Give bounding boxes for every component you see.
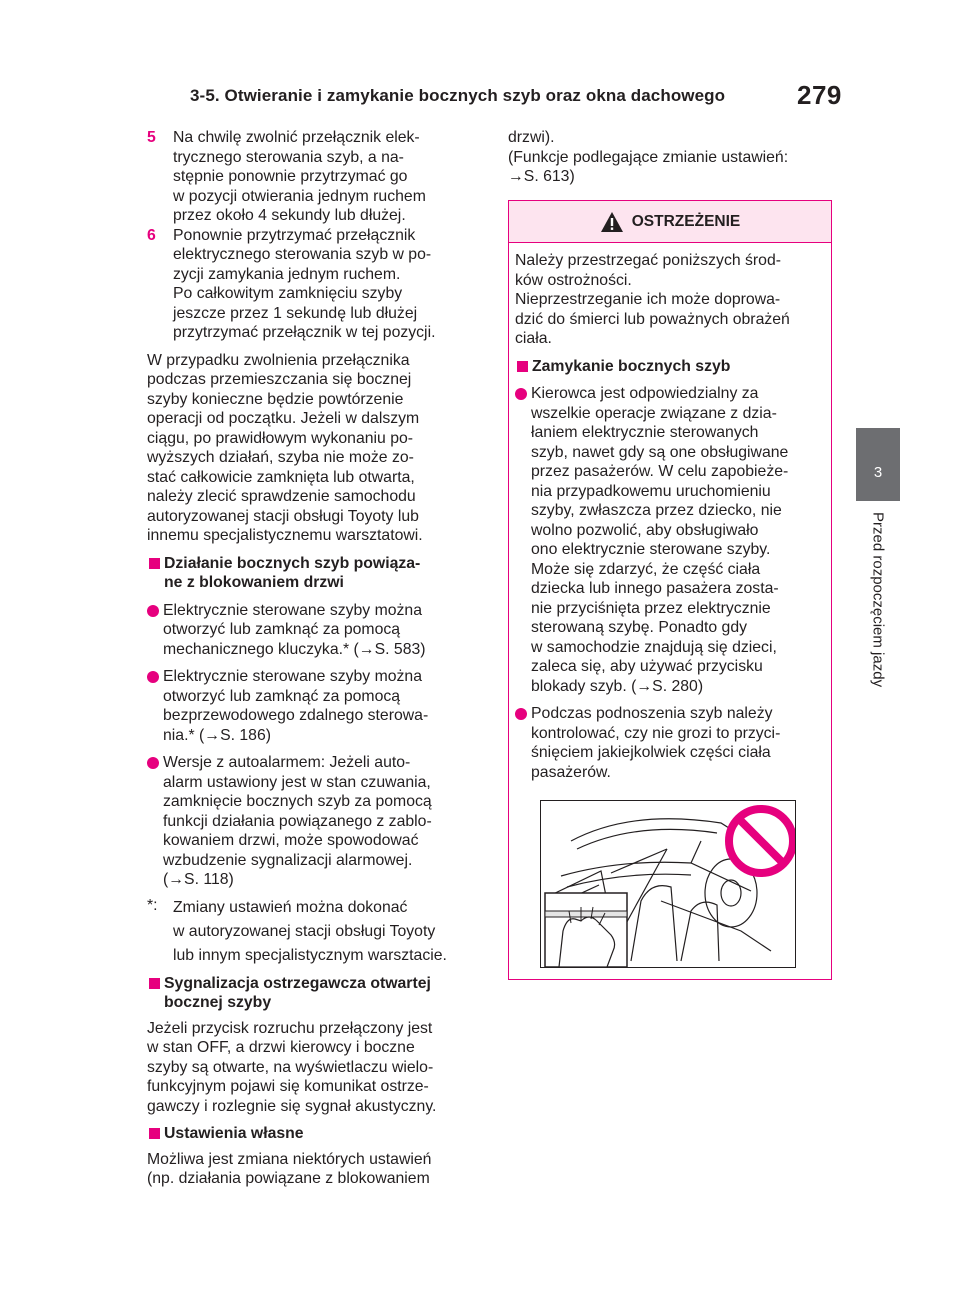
- text-line: mechanicznego kluczyka.* (→S. 583): [163, 640, 426, 658]
- text-line: szyby konieczne będzie powtórzenie: [147, 390, 404, 408]
- chapter-side-label: [860, 512, 896, 732]
- chapter-label-text: Przed rozpoczęciem jazdy: [869, 512, 887, 688]
- text-line: funkcyjnym pojawi się komunikat ostrze-: [147, 1078, 429, 1095]
- text-line: (Funkcje podlegające zmianie ustawień:: [508, 148, 789, 166]
- text-line: gawczy i rozlegnie się sygnał akustyczny.: [147, 1097, 437, 1115]
- text-line: podczas przemieszczania się bocznej: [147, 371, 412, 388]
- text-line: w pozycji otwierania jednym ruchem: [173, 187, 426, 205]
- text-line: kontrolować, czy nie grozi to przyci-: [531, 724, 781, 742]
- text-line: Podczas podnoszenia szyb należy: [531, 705, 773, 722]
- bullet-text: [163, 753, 432, 890]
- square-bullet-icon: [517, 361, 528, 372]
- round-bullet-icon: [515, 708, 527, 720]
- text-line: zycji zamykania jednym ruchem.: [173, 265, 401, 283]
- text-line: funkcji działania powiązanego z zablo-: [163, 812, 432, 830]
- text-line: łaniem elektrycznie sterowanych: [531, 424, 759, 441]
- text-line: nie przyciśnięta przez elektrycznie: [531, 599, 771, 617]
- bullet-text: [531, 704, 780, 782]
- text-line: jeszcze przez 1 sekundę lub dłużej: [173, 304, 418, 322]
- text-line: w samochodzie znajdują się dzieci,: [531, 638, 777, 656]
- square-bullet-icon: [149, 978, 160, 989]
- text-line: kowaniem drzwi, może spowodować: [163, 832, 419, 849]
- text-line: (np. działania powiązane z blokowaniem: [147, 1170, 430, 1187]
- text-line: operacji od początku. Jeżeli w dalszym: [147, 410, 420, 427]
- round-bullet-icon: [147, 605, 159, 617]
- text-line: alarm ustawiony jest w stan czuwania,: [163, 773, 431, 791]
- heading-text: [164, 554, 420, 593]
- step-6: [147, 226, 477, 343]
- text-line: szyby, zwłaszcza przez dziecko, nie: [531, 502, 782, 519]
- warning-bullet-driver-responsible: [515, 384, 825, 696]
- bullet-text: [531, 384, 788, 696]
- footnote-mark: *:: [147, 896, 158, 914]
- left-column: [147, 128, 477, 1189]
- warning-triangle-icon: [600, 211, 624, 233]
- text-line: pasażerów.: [531, 763, 611, 781]
- bullet-remote-control: [147, 667, 477, 745]
- text-line: ciała.: [515, 330, 552, 347]
- text-line: bocznej szyby: [164, 994, 272, 1011]
- heading-text: [164, 1124, 304, 1144]
- text-line: w autoryzowanej stacji obsługi Toyoty: [173, 922, 436, 940]
- warning-intro: [515, 251, 825, 349]
- page-header-title: 3-5. Otwieranie i zamykanie bocznych szyb oraz okna dachowego: [190, 86, 726, 105]
- text-line: zamknięcie bocznych szyb za pomocą: [163, 793, 432, 810]
- text-line: wyższych działań, szyba nie może zo-: [147, 449, 414, 466]
- warning-header: [509, 201, 831, 243]
- text-line: wszelkie operacje związane z dzia-: [531, 404, 777, 422]
- text-line: W przypadku zwolnienia przełącznika: [147, 351, 410, 369]
- text-line: śnięciem jakiejkolwiek części ciała: [531, 744, 771, 761]
- text-line: ków ostrożności.: [515, 271, 632, 289]
- text-line: szyby są otwarte, na wyświetlaczu wielo-: [147, 1058, 434, 1076]
- text-line: wzbudzenie sygnalizacji alarmowej.: [163, 851, 413, 869]
- text-line: (→S. 118): [163, 871, 234, 888]
- round-bullet-icon: [147, 671, 159, 683]
- text-line: Elektrycznie sterowane szyby można: [163, 668, 422, 685]
- text-line: bezprzewodowego zdalnego sterowa-: [163, 707, 429, 724]
- warning-bullet-check-pinching: [515, 704, 825, 782]
- text-line: ne z blokowaniem drzwi: [164, 574, 344, 591]
- section-heading-open-window-warning: [147, 974, 477, 1013]
- warning-title: OSTRZEŻENIE: [631, 212, 741, 230]
- text-line: Po całkowitym zamknięciu szyby: [173, 285, 403, 302]
- step-number: 5: [147, 129, 156, 146]
- text-line: Wersje z autoalarmem: Jeżeli auto-: [163, 754, 411, 771]
- step-number: 6: [147, 226, 156, 244]
- text-line: drzwi).: [508, 129, 555, 146]
- text-line: wolno pozwolić, aby obsługiwało: [531, 521, 759, 539]
- text-line: przytrzymać przełącznik w tej pozycji.: [173, 324, 436, 341]
- text-line: Należy przestrzegać poniższych środ-: [515, 252, 782, 269]
- step-5: [147, 128, 477, 226]
- section-heading-door-lock: [147, 554, 477, 593]
- text-line: elektrycznego sterowania szyb w po-: [173, 246, 432, 263]
- text-line: Nieprzestrzeganie ich może doprowa-: [515, 291, 781, 308]
- text-line: Zmiany ustawień można dokonać: [173, 898, 408, 916]
- footnote-text: [173, 896, 477, 968]
- text-line: Na chwilę zwolnić przełącznik elek-: [173, 129, 420, 146]
- text-line: Może się zdarzyć, że część ciała: [531, 560, 761, 578]
- square-bullet-icon: [149, 1128, 160, 1139]
- text-line: ono elektrycznie sterowane szyby.: [531, 541, 771, 558]
- heading-text: [164, 974, 431, 1013]
- bullet-alarm: [147, 753, 477, 890]
- text-line: ciągu, po prawidłowym wykonaniu po-: [147, 429, 414, 447]
- square-bullet-icon: [149, 558, 160, 569]
- step-text: [173, 128, 477, 226]
- text-line: należy zlecić sprawdzenie samochodu: [147, 488, 416, 505]
- text-line: Ustawienia własne: [164, 1125, 304, 1142]
- car-interior-illustration: [540, 800, 796, 968]
- right-column: [508, 128, 832, 187]
- round-bullet-icon: [515, 388, 527, 400]
- text-line: zaleca się, aby używać przycisku: [531, 658, 763, 675]
- section-heading-custom-settings: [147, 1124, 477, 1144]
- text-line: Możliwa jest zmiana niektórych ustawień: [147, 1150, 432, 1168]
- page-number: 279: [797, 80, 842, 110]
- paragraph-warning-signal: [147, 1019, 477, 1117]
- text-line: blokady szyb. (→S. 280): [531, 677, 704, 695]
- bullet-text: [163, 601, 426, 660]
- text-line: szyb, nawet gdy są one obsługiwane: [531, 443, 789, 461]
- text-line: nia przypadkowemu uruchomieniu: [531, 482, 771, 500]
- text-line: przez pasażerów. W celu zapobieże-: [531, 463, 789, 480]
- text-line: innemu specjalistycznemu warsztatowi.: [147, 527, 423, 544]
- bullet-text: [163, 667, 428, 745]
- paragraph-continuation: [508, 128, 832, 187]
- text-line: Elektrycznie sterowane szyby można: [163, 601, 422, 619]
- round-bullet-icon: [147, 757, 159, 769]
- text-line: przez około 4 sekundy lub dłużej.: [173, 207, 406, 224]
- warning-body: [509, 243, 831, 782]
- text-line: w stan OFF, a drzwi kierowcy i boczne: [147, 1039, 415, 1056]
- paragraph-custom-settings: [147, 1150, 477, 1189]
- chapter-number: 3: [873, 464, 883, 481]
- text-line: Ponownie przytrzymać przełącznik: [173, 226, 416, 244]
- text-line: trycznego sterowania szyb, a na-: [173, 148, 404, 166]
- text-line: stać całkowicie zamknięta lub otwarta,: [147, 468, 415, 486]
- bullet-mechanical-key: [147, 601, 477, 660]
- text-line: lub innym specjalistycznym warsztacie.: [173, 946, 447, 964]
- chapter-tab: [856, 428, 900, 501]
- text-line: Sygnalizacja ostrzegawcza otwartej: [164, 974, 431, 992]
- warning-heading-closing-windows: [515, 357, 825, 377]
- text-line: Działanie bocznych szyb powiąza-: [164, 554, 421, 572]
- text-line: sterowaną szybę. Ponadto gdy: [531, 619, 748, 636]
- text-line: dziecka lub innego pasażera zosta-: [531, 580, 779, 597]
- text-line: Zamykanie bocznych szyb: [532, 357, 731, 375]
- text-line: autoryzowanej stacji obsługi Toyoty lub: [147, 507, 419, 525]
- text-line: otworzyć lub zamknąć za pomocą: [163, 621, 401, 638]
- heading-text: [532, 357, 730, 377]
- text-line: dzić do śmierci lub poważnych obrażeń: [515, 310, 790, 328]
- text-line: Kierowca jest odpowiedzialny za: [531, 385, 759, 402]
- text-line: →S. 613): [508, 168, 575, 185]
- paragraph-restart: [147, 351, 477, 546]
- text-line: Jeżeli przycisk rozruchu przełączony jest: [147, 1019, 433, 1037]
- text-line: nia.* (→S. 186): [163, 726, 271, 744]
- text-line: otworzyć lub zamknąć za pomocą: [163, 687, 401, 705]
- footnote: [147, 896, 477, 968]
- pinched-hand-illustration: [541, 801, 796, 968]
- step-text: [173, 226, 477, 343]
- text-line: stępnie ponownie przytrzymać go: [173, 168, 408, 185]
